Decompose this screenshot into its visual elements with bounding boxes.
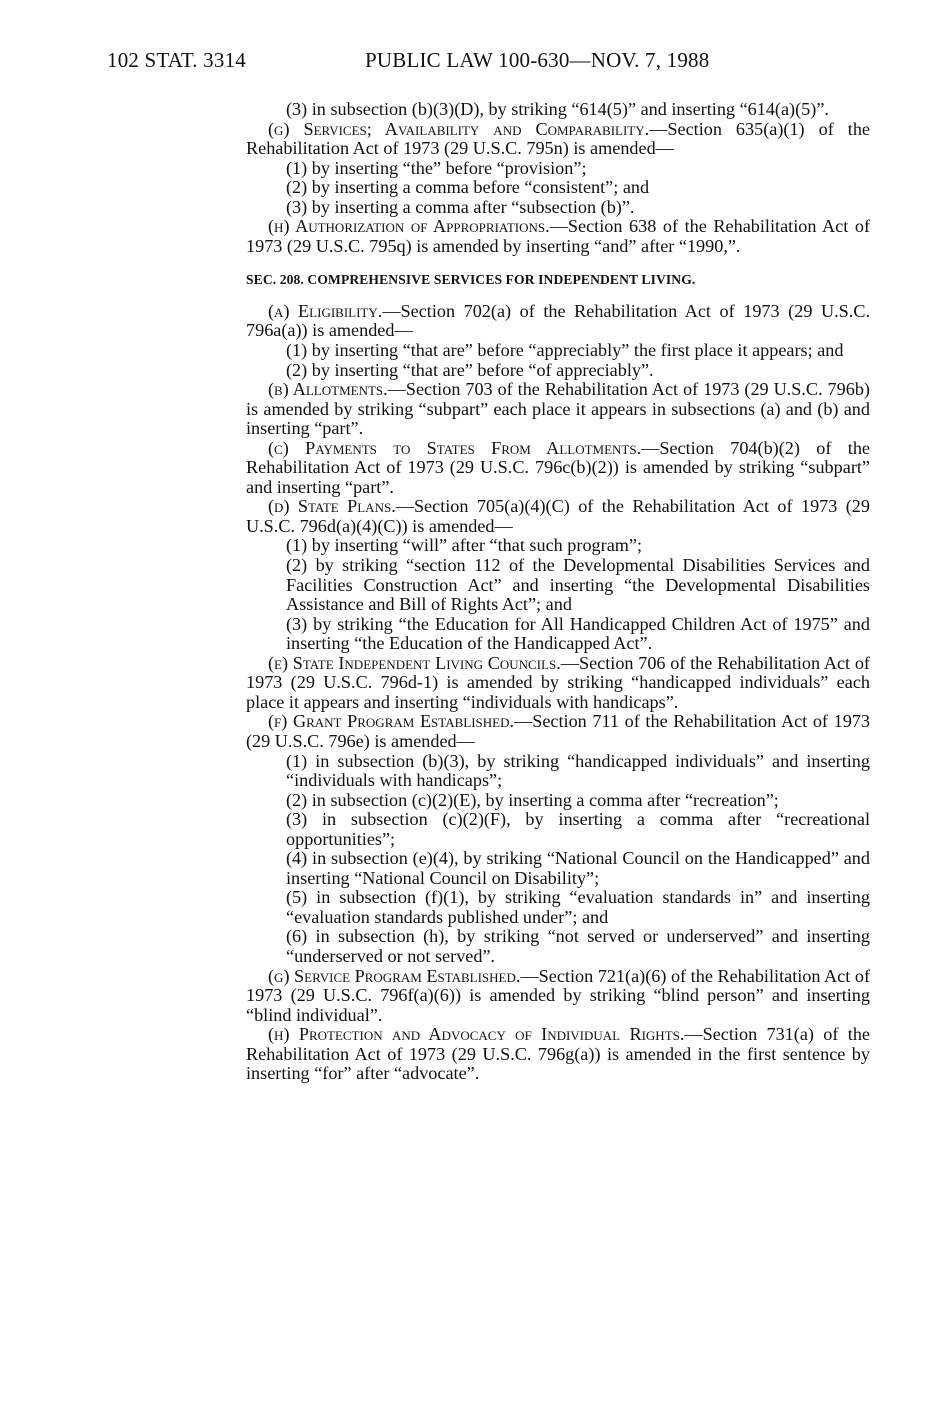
subsection-text: —Section 702(a) of the Rehabilitation Act of 1973 (29 U.S.C. 796a(a)) is amended— bbox=[246, 300, 870, 341]
subsection-heading: (g) Services; Availability and Comparability. bbox=[268, 118, 650, 139]
amendment-item: (1) by inserting “the” before “provision”; bbox=[286, 157, 587, 178]
amendment-item: (4) in subsection (e)(4), by striking “National Council on the Handicapped” and inserting “National Council on Disability”; bbox=[286, 848, 870, 888]
subsection-d bbox=[246, 497, 870, 536]
subsection-heading: (e) State Independent Living Councils. bbox=[268, 652, 561, 673]
subsection-heading: (d) State Plans. bbox=[268, 496, 396, 517]
amendment-item: (2) in subsection (c)(2)(E), by inserting a comma after “recreation”; bbox=[286, 789, 779, 810]
subsection-heading: (a) Eligibility. bbox=[268, 300, 383, 321]
subsection-heading: (h) Protection and Advocacy of Individual Rights. bbox=[268, 1024, 685, 1045]
subsection-h-protection bbox=[246, 1025, 870, 1084]
amendment-item: (2) by inserting a comma before “consistent”; and bbox=[286, 177, 650, 198]
amendment-item: (1) by inserting “will” after “that such program”; bbox=[286, 535, 643, 556]
document-body bbox=[246, 100, 870, 1084]
amendment-item: (2) by inserting “that are” before “of appreciably”. bbox=[286, 359, 654, 380]
amendment-item: (3) by inserting a comma after “subsection (b)”. bbox=[286, 196, 635, 217]
subsection-b bbox=[246, 380, 870, 439]
amendment-item: (1) in subsection (b)(3), by striking “handicapped individuals” and inserting “individuals with handicaps”; bbox=[286, 750, 870, 791]
subsection-text: —Section 635(a)(1) of the Rehabilitation Act of 1973 (29 U.S.C. 795n) is amended— bbox=[246, 118, 870, 159]
subsection-heading: (h) Authorization of Appropriations. bbox=[268, 216, 550, 237]
page-header bbox=[107, 48, 867, 78]
subsection-text: —Section 638 of the Rehabilitation Act of 1973 (29 U.S.C. 795q) is amended by inserting “and” after “1990,”. bbox=[246, 216, 870, 256]
subsection-text: —Section 731(a) of the Rehabilitation Act of 1973 (29 U.S.C. 796g(a)) is amended in the first sentence by inserting “for” after “advocate”. bbox=[246, 1024, 870, 1084]
subsection-text: —Section 705(a)(4)(C) of the Rehabilitation Act of 1973 (29 U.S.C. 796d(a)(4)(C)) is amended— bbox=[246, 496, 870, 536]
subsection-text: —Section 721(a)(6) of the Rehabilitation Act of 1973 (29 U.S.C. 796f(a)(6)) is amended by striking “blind person” and inserting “blind individual”. bbox=[246, 965, 871, 1025]
subsection-text: —Section 703 of the Rehabilitation Act of 1973 (29 U.S.C. 796b) is amended by striking “subpart” each place it appears in subsections (a) and (b) and inserting “part”. bbox=[246, 379, 870, 439]
subsection-heading: (b) Allotments. bbox=[268, 379, 388, 400]
law-title: PUBLIC LAW 100-630—NOV. 7, 1988 bbox=[365, 48, 710, 72]
subsection-e bbox=[246, 654, 870, 713]
amendment-item: (2) by striking “section 112 of the Developmental Disabilities Services and Facilities Construction Act” and inserting “the Developmental Disabilities Assistance and Bill of Rights Act”; and bbox=[286, 555, 870, 615]
subsection-heading: (f) Grant Program Established. bbox=[268, 711, 515, 732]
subsection-g bbox=[246, 120, 870, 159]
subsection-heading: (c) Payments to States From Allotments. bbox=[268, 437, 642, 458]
stat-citation: 102 STAT. 3314 bbox=[107, 48, 246, 72]
subsection-c bbox=[246, 439, 870, 498]
subsection-text: —Section 706 of the Rehabilitation Act of 1973 (29 U.S.C. 796d-1) is amended by striking “handicapped individuals” each place it appears and inserting “individuals with handicaps”. bbox=[246, 652, 870, 712]
subsection-text: —Section 711 of the Rehabilitation Act of 1973 (29 U.S.C. 796e) is amended— bbox=[246, 711, 870, 751]
subsection-h bbox=[246, 217, 870, 256]
section-title: SEC. 208. COMPREHENSIVE SERVICES FOR INDEPENDENT LIVING. bbox=[246, 272, 696, 288]
amendment-item: (3) in subsection (b)(3)(D), by striking “614(5)” and inserting “614(a)(5)”. bbox=[286, 99, 829, 119]
amendment-item: (1) by inserting “that are” before “appreciably” the first place it appears; and bbox=[286, 340, 844, 361]
amendment-item: (3) by striking “the Education for All Handicapped Children Act of 1975” and inserting “the Education of the Handicapped Act”. bbox=[286, 613, 870, 654]
subsection-a bbox=[246, 302, 870, 341]
amendment-item: (6) in subsection (h), by striking “not served or underserved” and inserting “underserved or not served”. bbox=[286, 926, 870, 966]
subsection-f bbox=[246, 712, 870, 751]
amendment-item: (3) in subsection (c)(2)(F), by inserting a comma after “recreational opportunities”; bbox=[286, 809, 870, 849]
subsection-text: —Section 704(b)(2) of the Rehabilitation Act of 1973 (29 U.S.C. 796c(b)(2)) is amended by striking “subpart” and inserting “part”. bbox=[246, 437, 870, 497]
subsection-heading: (g) Service Program Established. bbox=[268, 965, 521, 986]
subsection-g-service bbox=[246, 967, 870, 1026]
amendment-item: (5) in subsection (f)(1), by striking “evaluation standards in” and inserting “evaluation standards published under”; and bbox=[286, 887, 870, 927]
